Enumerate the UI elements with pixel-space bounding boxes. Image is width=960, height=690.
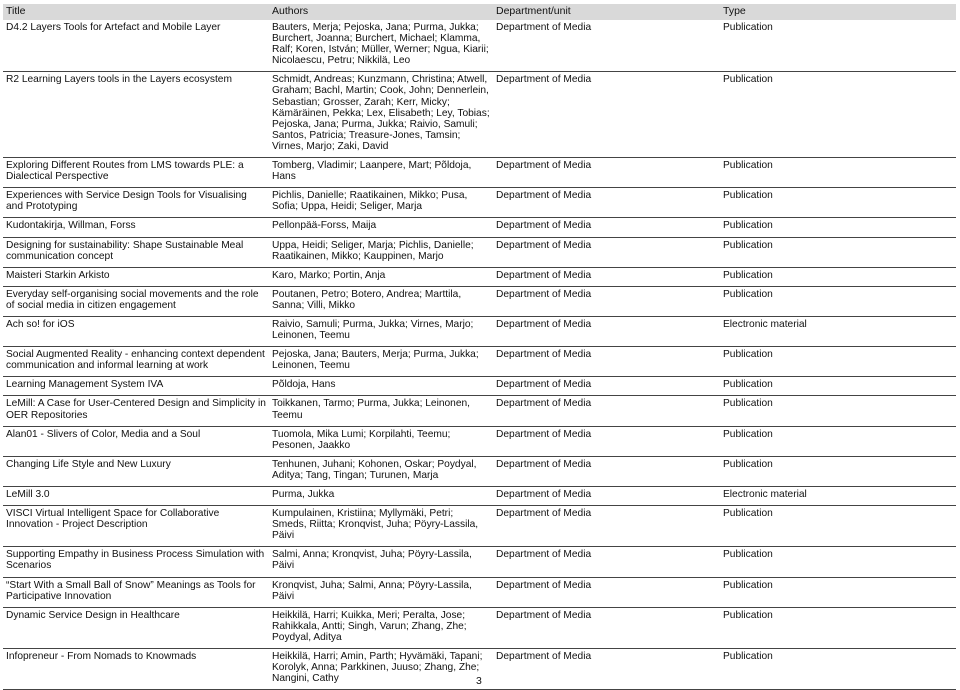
- table-row: [3, 426, 956, 456]
- cell-title: Designing for sustainability: Shape Sustainable Meal communication concept: [3, 237, 269, 267]
- table-row: [3, 377, 956, 396]
- cell-authors: Tomberg, Vladimir; Laanpere, Mart; Põldoja, Hans: [269, 158, 493, 188]
- table-row: [3, 237, 956, 267]
- cell-authors: Poutanen, Petro; Botero, Andrea; Marttila, Sanna; Villi, Mikko: [269, 286, 493, 316]
- table-row: [3, 487, 956, 506]
- cell-type: Publication: [720, 72, 956, 158]
- cell-authors: Purma, Jukka: [269, 487, 493, 506]
- table-row: [3, 506, 956, 547]
- cell-title: Everyday self-organising social movements and the role of social media in citizen engagement: [3, 286, 269, 316]
- cell-type: Publication: [720, 506, 956, 547]
- cell-title: Kudontakirja, Willman, Forss: [3, 218, 269, 237]
- cell-department: Department of Media: [493, 347, 720, 377]
- cell-department: Department of Media: [493, 218, 720, 237]
- table-row: [3, 577, 956, 607]
- cell-type: Electronic material: [720, 487, 956, 506]
- cell-title: Ach so! for iOS: [3, 316, 269, 346]
- table-row: [3, 188, 956, 218]
- page-number: 3: [476, 675, 482, 687]
- table-row: [3, 396, 956, 426]
- cell-department: Department of Media: [493, 577, 720, 607]
- cell-department: Department of Media: [493, 286, 720, 316]
- cell-authors: Schmidt, Andreas; Kunzmann, Christina; Atwell, Graham; Bachl, Martin; Cook, John; Dennerlein, Sebastian; Grosser, Zarah; Kerr, Micky; Kämäräinen, Pekka; Lex, Elisabeth; Ley, Tobias; Pejoska, Jana; Purma, Jukka; Raivio, Samuli; Santos, Patricia; Treasure-Jones, Tamsin; Virnes, Marjo; Zaki, David: [269, 72, 493, 158]
- cell-title: Dynamic Service Design in Healthcare: [3, 607, 269, 648]
- cell-type: Publication: [720, 188, 956, 218]
- cell-authors: Uppa, Heidi; Seliger, Marja; Pichlis, Danielle; Raatikainen, Mikko; Kauppinen, Marjo: [269, 237, 493, 267]
- cell-authors: Toikkanen, Tarmo; Purma, Jukka; Leinonen, Teemu: [269, 396, 493, 426]
- header-row: [3, 4, 956, 20]
- cell-authors: Pichlis, Danielle; Raatikainen, Mikko; Pusa, Sofia; Uppa, Heidi; Seliger, Marja: [269, 188, 493, 218]
- cell-type: Publication: [720, 20, 956, 72]
- cell-department: Department of Media: [493, 396, 720, 426]
- table-row: [3, 218, 956, 237]
- cell-title: LeMill: A Case for User-Centered Design and Simplicity in OER Repositories: [3, 396, 269, 426]
- cell-department: Department of Media: [493, 649, 720, 690]
- cell-authors: Kumpulainen, Kristiina; Myllymäki, Petri; Smeds, Riitta; Kronqvist, Juha; Pöyry-Lassila, Päivi: [269, 506, 493, 547]
- publications-table: [3, 4, 956, 690]
- cell-department: Department of Media: [493, 506, 720, 547]
- cell-authors: Pellonpää-Forss, Maija: [269, 218, 493, 237]
- cell-department: Department of Media: [493, 377, 720, 396]
- cell-type: Publication: [720, 377, 956, 396]
- cell-type: Publication: [720, 547, 956, 577]
- header-type: Type: [720, 4, 956, 20]
- cell-department: Department of Media: [493, 607, 720, 648]
- cell-type: Publication: [720, 456, 956, 486]
- cell-title: Maisteri Starkin Arkisto: [3, 267, 269, 286]
- table-row: [3, 286, 956, 316]
- cell-title: LeMill 3.0: [3, 487, 269, 506]
- cell-authors: Karo, Marko; Portin, Anja: [269, 267, 493, 286]
- cell-title: R2 Learning Layers tools in the Layers ecosystem: [3, 72, 269, 158]
- header-title: Title: [3, 4, 269, 20]
- header-authors: Authors: [269, 4, 493, 20]
- cell-department: Department of Media: [493, 456, 720, 486]
- header-department: Department/unit: [493, 4, 720, 20]
- cell-authors: Salmi, Anna; Kronqvist, Juha; Pöyry-Lassila, Päivi: [269, 547, 493, 577]
- cell-title: “Start With a Small Ball of Snow” Meanings as Tools for Participative Innovation: [3, 577, 269, 607]
- table-row: [3, 267, 956, 286]
- table-row: [3, 20, 956, 72]
- cell-title: Changing Life Style and New Luxury: [3, 456, 269, 486]
- cell-type: Publication: [720, 649, 956, 690]
- cell-type: Publication: [720, 426, 956, 456]
- table-row: [3, 547, 956, 577]
- cell-authors: Bauters, Merja; Pejoska, Jana; Purma, Jukka; Burchert, Joanna; Burchert, Michael; Klamma, Ralf; Koren, István; Müller, Werner; Ngua, Kiarii; Nicolaescu, Petru; Nikkilä, Leo: [269, 20, 493, 72]
- cell-title: Supporting Empathy in Business Process Simulation with Scenarios: [3, 547, 269, 577]
- table-row: [3, 607, 956, 648]
- table-row: [3, 347, 956, 377]
- cell-title: Social Augmented Reality - enhancing context dependent communication and informal learning at work: [3, 347, 269, 377]
- cell-type: Publication: [720, 577, 956, 607]
- cell-department: Department of Media: [493, 158, 720, 188]
- cell-authors: Pejoska, Jana; Bauters, Merja; Purma, Jukka; Leinonen, Teemu: [269, 347, 493, 377]
- table-row: [3, 316, 956, 346]
- cell-department: Department of Media: [493, 72, 720, 158]
- cell-title: Learning Management System IVA: [3, 377, 269, 396]
- cell-department: Department of Media: [493, 267, 720, 286]
- cell-authors: Heikkilä, Harri; Amin, Parth; Hyvämäki, Tapani; Korolyk, Anna; Parkkinen, Juuso; Zhang, Zhe; Nangini, Cathy: [269, 649, 493, 690]
- cell-type: Publication: [720, 267, 956, 286]
- cell-type: Publication: [720, 218, 956, 237]
- cell-authors: Heikkilä, Harri; Kuikka, Meri; Peralta, Jose; Rahikkala, Antti; Singh, Varun; Zhang, Zhe; Poydyal, Aditya: [269, 607, 493, 648]
- table-row: [3, 456, 956, 486]
- cell-title: Infopreneur - From Nomads to Knowmads: [3, 649, 269, 690]
- cell-type: Publication: [720, 396, 956, 426]
- cell-department: Department of Media: [493, 188, 720, 218]
- cell-department: Department of Media: [493, 487, 720, 506]
- cell-authors: Tenhunen, Juhani; Kohonen, Oskar; Poydyal, Aditya; Tang, Tingan; Turunen, Marja: [269, 456, 493, 486]
- cell-department: Department of Media: [493, 547, 720, 577]
- table-header: [3, 4, 956, 20]
- cell-title: Experiences with Service Design Tools for Visualising and Prototyping: [3, 188, 269, 218]
- cell-department: Department of Media: [493, 20, 720, 72]
- cell-type: Publication: [720, 158, 956, 188]
- cell-title: VISCI Virtual Intelligent Space for Collaborative Innovation - Project Description: [3, 506, 269, 547]
- cell-authors: Raivio, Samuli; Purma, Jukka; Virnes, Marjo; Leinonen, Teemu: [269, 316, 493, 346]
- cell-type: Publication: [720, 237, 956, 267]
- cell-authors: Põldoja, Hans: [269, 377, 493, 396]
- cell-department: Department of Media: [493, 237, 720, 267]
- table-body: [3, 20, 956, 690]
- table-row: [3, 72, 956, 158]
- cell-authors: Kronqvist, Juha; Salmi, Anna; Pöyry-Lassila, Päivi: [269, 577, 493, 607]
- cell-department: Department of Media: [493, 426, 720, 456]
- cell-type: Electronic material: [720, 316, 956, 346]
- cell-type: Publication: [720, 286, 956, 316]
- cell-department: Department of Media: [493, 316, 720, 346]
- cell-type: Publication: [720, 347, 956, 377]
- cell-title: Alan01 - Slivers of Color, Media and a Soul: [3, 426, 269, 456]
- cell-title: Exploring Different Routes from LMS towards PLE: a Dialectical Perspective: [3, 158, 269, 188]
- table-row: [3, 158, 956, 188]
- cell-authors: Tuomola, Mika Lumi; Korpilahti, Teemu; Pesonen, Jaakko: [269, 426, 493, 456]
- cell-type: Publication: [720, 607, 956, 648]
- cell-title: D4.2 Layers Tools for Artefact and Mobile Layer: [3, 20, 269, 72]
